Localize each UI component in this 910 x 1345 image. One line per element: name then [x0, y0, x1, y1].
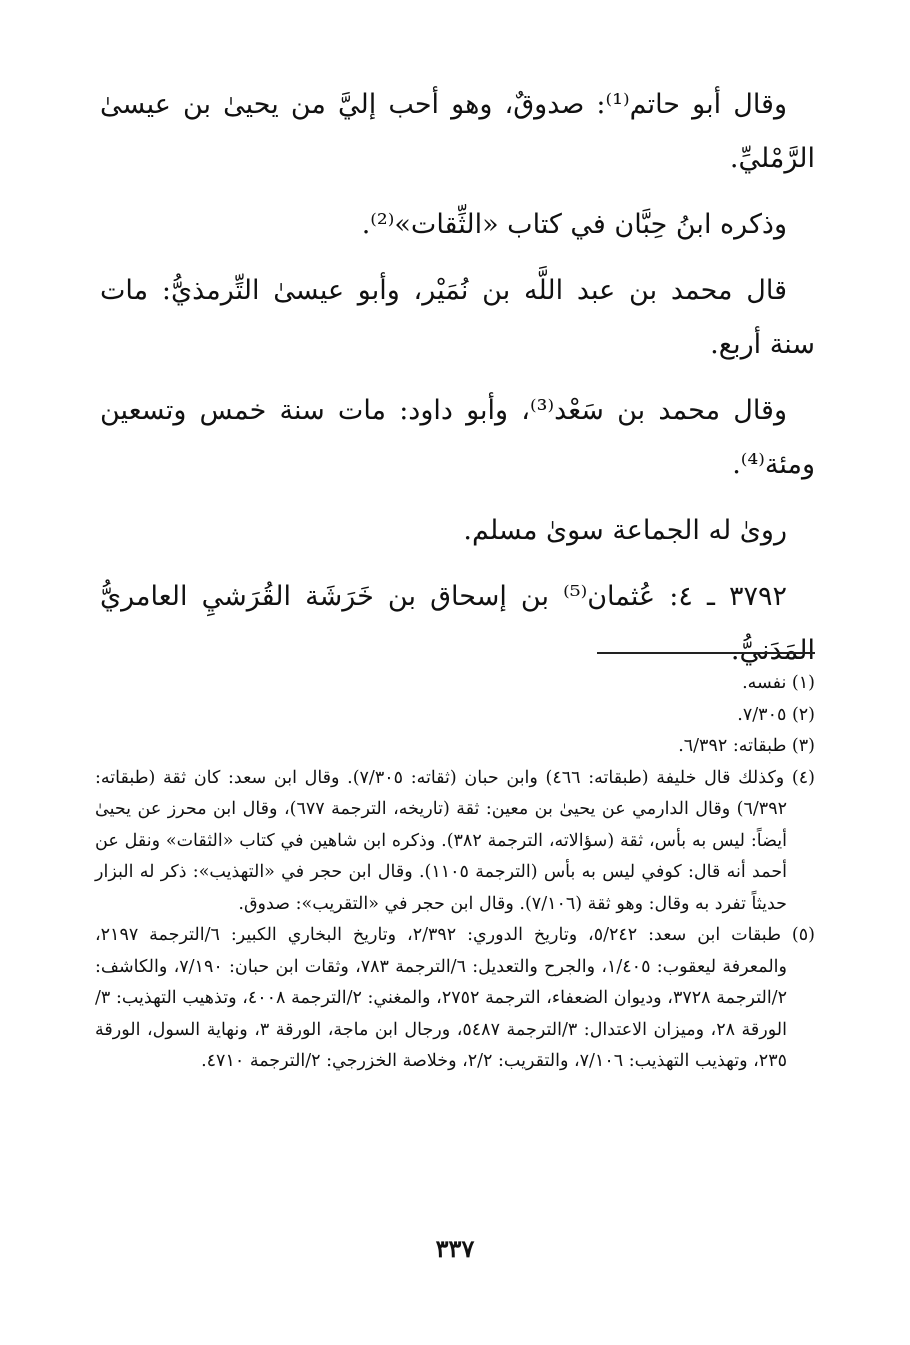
page-number: ٣٣٧: [435, 1234, 475, 1263]
footnote-5: (٥) طبقات ابن سعد: ٥/٢٤٢، وتاريخ الدوري: ٢/٣٩٢، وتاريخ البخاري الكبير: ٦/الترجمة ٢١٩٧، والمعرفة ليعقوب: ١/٤٠٥، والجرح والتعديل: ٦/الترجمة ٧٨٣، وثقات ابن حبان: ٧/١٩٠، والكاشف: ٢/الترجمة ٣٧٢٨، وديوان الضعفاء، الترجمة ٢٧٥٢، والمغني: ٢/الترجمة ٤٠٠٨، وتذهيب التهذيب: ٣/الورقة ٢٨، وميزان الاعتدال: ٣/الترجمة ٥٤٨٧، ورجال ابن ماجة، الورقة ٣، ونهاية السول، الورقة ٢٣٥، وتهذيب التهذيب: ٧/١٠٦، والتقريب: ٢/٢، وخلاصة الخزرجي: ٢/الترجمة ٤٧١٠.: [95, 925, 815, 1071]
footnote-1: (١) نفسه.: [742, 673, 815, 693]
paragraph-ibn-sad: وقال محمد بن سَعْد⁽³⁾، وأبو داود: مات سنة خمس وتسعين ومئة⁽⁴⁾.: [100, 395, 815, 480]
paragraph-death-year: قال محمد بن عبد اللَّه بن نُمَيْر، وأبو عيسىٰ التِّرمذيُّ: مات سنة أربع.: [100, 275, 815, 360]
footnotes: [95, 668, 815, 1078]
paragraph-ibn-hibban: وذكره ابنُ حِبَّان في كتاب «الثِّقات»⁽²⁾.: [361, 209, 787, 240]
biography-entry-heading: ٣٧٩٢ ـ ٤: عُثمان⁽⁵⁾ بن إسحاق بن خَرَشَة القُرَشيِ العامريُّ المَدَنيُّ.: [100, 581, 815, 666]
footnote-4: (٤) وكذلك قال خليفة (طبقاته: ٤٦٦) وابن حبان (ثقاته: ٧/٣٠٥). وقال ابن سعد: كان ثقة (طبقاته: ٦/٣٩٢) وقال الدارمي عن يحيىٰ بن معين: ثقة (تاريخه، الترجمة ٦٧٧)، وقال ابن محرز عن يحيىٰ أيضاً: ليس به بأس، ثقة (سؤالاته، الترجمة ٣٨٢). وذكره ابن شاهين في كتاب «الثقات» ونقل عن أحمد أنه قال: كوفي ليس به بأس (الترجمة ١١٠٥). وقال ابن حجر في «التهذيب»: ذكر له البزار حديثاً تفرد به وقال: وهو ثقة (٧/١٠٦). وقال ابن حجر في «التقريب»: صدوق.: [95, 767, 815, 914]
paragraph-abu-hatim: وقال أبو حاتم⁽¹⁾: صدوقٌ، وهو أحب إليَّ من يحيىٰ بن عيسىٰ الرَّمْليِّ.: [100, 89, 815, 174]
footnote-2: (٢) ٧/٣٠٥.: [737, 704, 815, 725]
footnote-3: (٣) طبقاته: ٦/٣٩٢.: [678, 736, 815, 756]
paragraph-narrators: روىٰ له الجماعة سوىٰ مسلم.: [463, 515, 787, 546]
footnote-divider: [597, 652, 815, 654]
main-text: [100, 78, 815, 690]
